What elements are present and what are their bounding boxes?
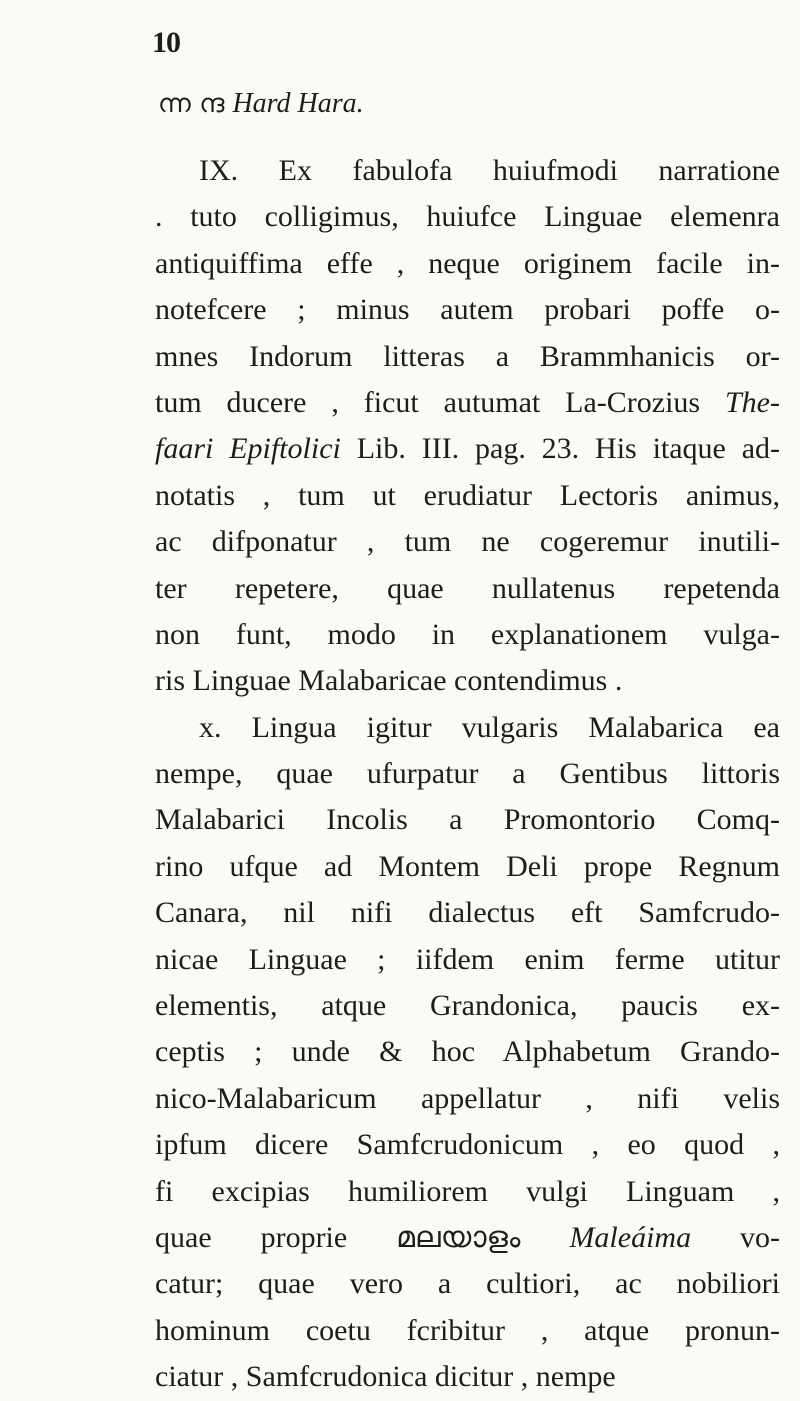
line-text: His itaque ad- — [595, 432, 781, 466]
text-line: antiquiffima effe , neque originem facile in- — [155, 246, 780, 280]
text-line: mnes Indorum litteras a Brammhanicis or- — [155, 339, 780, 373]
text-line: notatis , tum ut erudiatur Lectoris animus, — [155, 478, 780, 512]
body-text — [155, 148, 780, 1401]
text-line: nempe, quae ufurpatur a Gentibus littoris — [155, 757, 780, 791]
text-line — [155, 1215, 780, 1261]
text-line — [155, 380, 780, 426]
page-number: 10 — [152, 26, 180, 59]
text-line — [155, 426, 780, 472]
text-line: rino ufque ad Montem Deli prope Regnum — [155, 849, 780, 883]
text-line: hominum coetu fcribitur , atque pronun- — [155, 1313, 780, 1347]
text-line: elementis, atque Grandonica, paucis ex- — [155, 989, 780, 1023]
text-line: ter repetere, quae nullatenus repetenda — [155, 571, 780, 605]
text-line: ac difponatur , tum ne cogeremur inutili- — [155, 525, 780, 559]
text-line: notefcere ; minus autem probari poffe o- — [155, 293, 780, 327]
text-line: x. Lingua igitur vulgaris Malabarica ea — [199, 710, 780, 744]
header-script-word: ന്ന ന്ദ — [158, 89, 226, 118]
text-line: IX. Ex fabulofa huiufmodi narratione — [199, 154, 780, 187]
text-line: Canara, nil nifi dialectus eft Samfcrudo- — [155, 896, 780, 930]
citation: Lib. III. pag. 23. — [356, 432, 580, 466]
text-line: ris Linguae Malabaricae contendimus . — [155, 664, 623, 698]
line-text: vo- — [740, 1220, 781, 1254]
line-text: tum ducere , ficut autumat La-Crozius — [155, 385, 701, 419]
running-header — [158, 88, 364, 120]
text-line: catur; quae vero a cultiori, ac nobiliori — [155, 1267, 780, 1301]
italic-title-cont: faari Epiftolici — [155, 432, 341, 466]
text-line: fi excipias humiliorem vulgi Linguam , — [155, 1174, 780, 1208]
text-line: non funt, modo in explanationem vulga- — [155, 617, 780, 651]
header-term-1: Hard — [232, 88, 291, 119]
text-line: nico-Malabaricum appellatur , nifi velis — [155, 1081, 780, 1115]
text-line: ipfum dicere Samfcrudonicum , eo quod , — [155, 1128, 780, 1162]
line-text: quae proprie — [155, 1220, 348, 1254]
text-line: Malabarici Incolis a Promontorio Comq- — [155, 803, 780, 837]
text-line: ceptis ; unde & hoc Alphabetum Grando- — [155, 1035, 780, 1069]
text-line: ciatur , Samfcrudonica dicitur , nempe — [155, 1360, 616, 1394]
header-term-2: Hara. — [297, 88, 364, 119]
italic-word: Maleáima — [569, 1220, 692, 1254]
italic-title: The- — [725, 385, 780, 419]
text-line: . tuto colligimus, huiufce Linguae elemenra — [155, 200, 780, 234]
text-line: nicae Linguae ; iifdem enim ferme utitur — [155, 942, 780, 976]
malayalam-word: മലയാളം — [396, 1220, 521, 1254]
